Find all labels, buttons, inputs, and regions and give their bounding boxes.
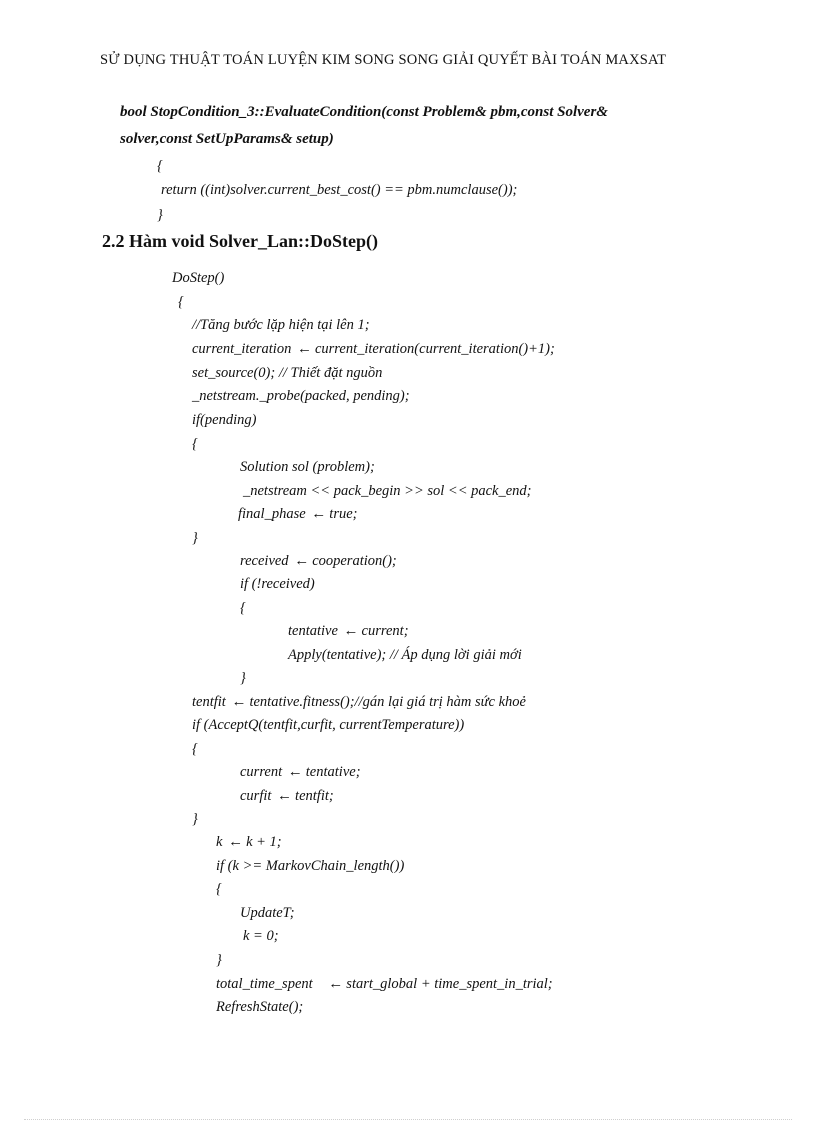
apply-line: Apply(tentative); // Áp dụng lời giải mới (288, 647, 522, 663)
current-rhs: tentative; (305, 764, 361, 780)
page-bottom-divider (24, 1119, 792, 1120)
total-time-line (216, 975, 553, 993)
dostep-open-brace: { (178, 294, 184, 310)
left-arrow-icon: ← (287, 764, 303, 780)
k-zero-line: k = 0; (243, 928, 279, 944)
curfit-line (240, 787, 334, 805)
iteration-rhs: current_iteration(current_iteration()+1); (314, 341, 555, 357)
brace-close-3: } (192, 811, 198, 827)
if-pending-line: if(pending) (192, 412, 257, 428)
k-increment-line (216, 833, 282, 851)
brace-close-2: } (240, 670, 246, 686)
tentative-line (288, 622, 409, 640)
if-received-line: if (!received) (240, 576, 315, 592)
dostep-name: DoStep() (172, 270, 225, 286)
received-lhs: received (240, 553, 289, 569)
refresh-line: RefreshState(); (216, 999, 304, 1015)
brace-close-4: } (216, 952, 222, 968)
netstream-line: _netstream << pack_begin >> sol << pack_end; (243, 483, 532, 499)
final-phase-line (238, 505, 357, 523)
stop-return-line: return ((int)solver.current_best_cost() == pbm.numclause()); (161, 182, 518, 198)
tentfit-rhs: tentative.fitness();//gán lại giá trị hàm sức khoẻ (249, 694, 526, 710)
if-k-line: if (k >= MarkovChain_length()) (216, 858, 405, 874)
section-heading: 2.2 Hàm void Solver_Lan::DoStep() (102, 231, 378, 251)
k-rhs: k + 1; (246, 834, 282, 850)
left-arrow-icon: ← (296, 341, 312, 357)
page-header: SỬ DỤNG THUẬT TOÁN LUYỆN KIM SONG SONG GIẢI QUYẾT BÀI TOÁN MAXSAT (100, 52, 667, 68)
left-arrow-icon: ← (328, 976, 344, 992)
brace-open-2: { (240, 600, 246, 616)
curfit-rhs: tentfit; (295, 788, 334, 804)
left-arrow-icon: ← (228, 834, 244, 850)
received-rhs: cooperation(); (312, 553, 397, 569)
tentfit-lhs: tentfit (192, 694, 226, 710)
stop-close-brace: } (157, 207, 163, 223)
left-arrow-icon: ← (294, 553, 310, 569)
tentative-rhs: current; (361, 623, 409, 639)
current-line (240, 763, 361, 781)
brace-open-3: { (192, 741, 198, 757)
solution-line: Solution sol (problem); (240, 459, 375, 475)
left-arrow-icon: ← (311, 506, 327, 522)
left-arrow-icon: ← (231, 694, 247, 710)
current-lhs: current (240, 764, 283, 780)
comment-increment: //Tăng bước lặp hiện tại lên 1; (192, 317, 370, 333)
tentfit-line (192, 693, 526, 711)
update-line: UpdateT; (240, 905, 295, 921)
brace-open-4: { (216, 881, 222, 897)
total-rhs: start_global + time_spent_in_trial; (346, 976, 553, 992)
stop-open-brace: { (157, 158, 163, 174)
brace-open-1: { (192, 436, 198, 452)
curfit-lhs: curfit (240, 788, 272, 804)
total-lhs: total_time_spent (216, 976, 313, 992)
signature-line-1: bool StopCondition_3::EvaluateCondition(const Problem& pbm,const Solver& (120, 104, 608, 120)
final-phase-rhs: true; (329, 506, 358, 522)
if-accept-line: if (AcceptQ(tentfit,curfit, currentTemperature)) (192, 717, 465, 733)
brace-close-1: } (192, 530, 198, 546)
set-source-line: set_source(0); // Thiết đặt nguồn (192, 365, 383, 381)
left-arrow-icon: ← (277, 788, 293, 804)
probe-line: _netstream._probe(packed, pending); (192, 388, 410, 404)
signature-line-2: solver,const SetUpParams& setup) (120, 131, 334, 147)
final-phase-lhs: final_phase (238, 506, 306, 522)
iteration-line (192, 340, 555, 358)
tentative-lhs: tentative (288, 623, 338, 639)
k-lhs: k (216, 834, 223, 850)
received-line (240, 552, 397, 570)
left-arrow-icon: ← (343, 623, 359, 639)
iteration-lhs: current_iteration (192, 341, 292, 357)
